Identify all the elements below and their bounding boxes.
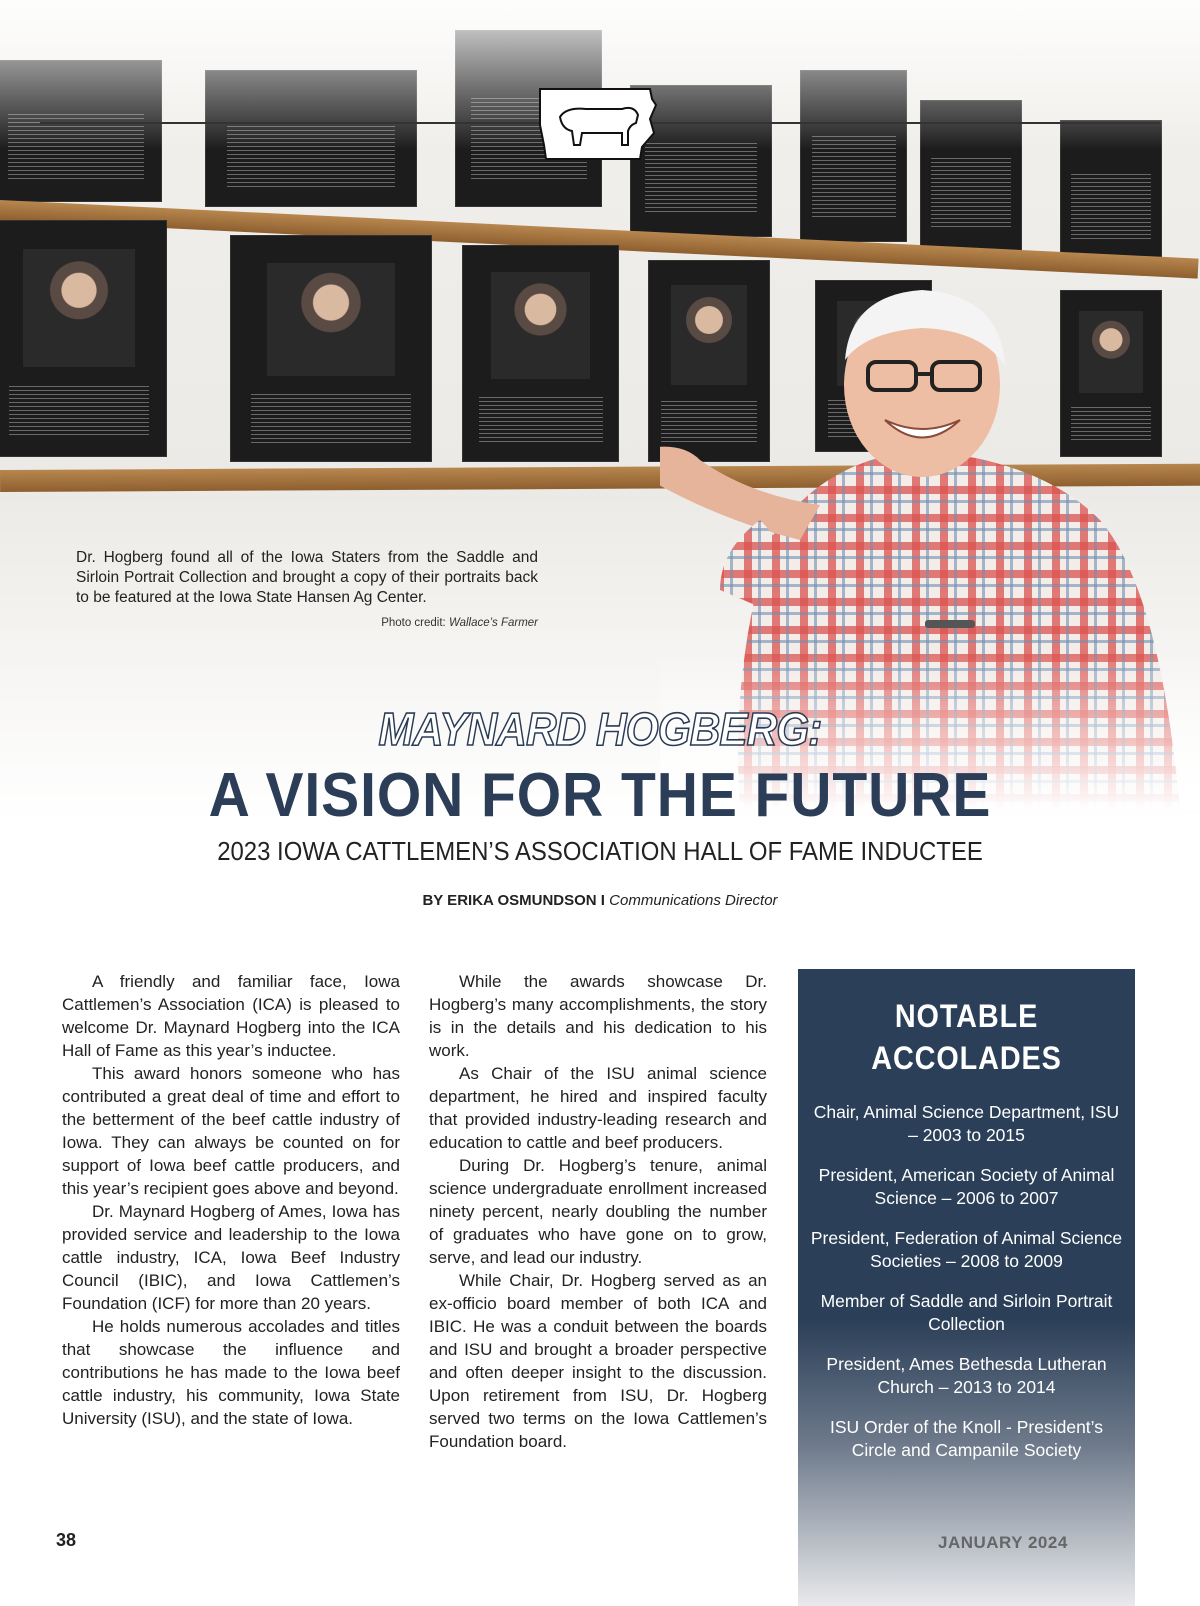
sidebar-title: [815, 995, 1118, 1079]
accolade-item: President, American Society of Animal Science – 2006 to 2007: [818, 1165, 1115, 1208]
photo-credit-source: Wallace’s Farmer: [448, 617, 538, 629]
article-column-2: [429, 970, 767, 1453]
accolade-item: President, Federation of Animal Science Societies – 2008 to 2009: [810, 1228, 1123, 1271]
byline-separator: I: [596, 892, 610, 909]
photo-credit: [76, 617, 538, 629]
paragraph: Dr. Maynard Hogberg of Ames, Iowa has provided service and leadership to the Iowa cattle industry, ICA, Iowa Beef Industry Council (IBIC), and Iowa Cattlemen’s Foundation (ICF) for more than 20 years.: [62, 1202, 400, 1313]
portrait-panel: [0, 220, 167, 457]
paragraph: During Dr. Hogberg’s tenure, animal science undergraduate enrollment increased ninety percent, nearly doubling the number of graduates who have gone on to grow, serve, and lead our industry.: [429, 1156, 767, 1267]
article-column-1: [62, 970, 400, 1430]
paragraph: While the awards showcase Dr. Hogberg’s many accomplishments, the story is in the details and his dedication to his work.: [429, 972, 767, 1060]
accolade-item: Member of Saddle and Sirloin Portrait Collection: [820, 1291, 1113, 1334]
headline-title: A VISION FOR THE FUTURE: [208, 761, 992, 830]
accolades-sidebar: [798, 969, 1135, 1606]
paragraph: While Chair, Dr. Hogberg served as an ex-officio board member of both ICA and IBIC. He was a conduit between the boards and ISU and brought a broader perspective and often deeper insight to the discussion. Upon retirement from ISU, Dr. Hogberg served two terms on the Iowa Cattlemen’s Foundation board.: [429, 1271, 767, 1451]
byline-author: BY ERIKA OSMUNDSON: [422, 892, 597, 909]
page-number: 38: [56, 1530, 77, 1550]
byline-role: Communications Director: [609, 892, 778, 909]
paragraph: A friendly and familiar face, Iowa Cattlemen’s Association (ICA) is pleased to welcome Dr. Maynard Hogberg into the ICA Hall of Fame as this year’s inductee.: [62, 972, 400, 1060]
portrait-panel: [462, 245, 619, 462]
paragraph: This award honors someone who has contributed a great deal of time and effort to the betterment of the beef cattle industry of Iowa. They can always be counted on for support of Iowa beef cattle producers, and this year’s recipient goes above and beyond.: [62, 1064, 400, 1198]
headline-name: MAYNARD HOGBERG:: [378, 703, 822, 755]
sidebar-title-line: NOTABLE: [894, 998, 1039, 1034]
headline-subtitle: 2023 IOWA CATTLEMEN’S ASSOCIATION HALL OF FAME INDUCTEE: [217, 836, 983, 866]
iowa-cattle-logo: [538, 85, 658, 165]
accolade-item: Chair, Animal Science Department, ISU – 2003 to 2015: [813, 1102, 1120, 1145]
paragraph: He holds numerous accolades and titles that showcase the influence and contributions he has made to the Iowa beef cattle industry, his community, Iowa State University (ISU), and the state of Iowa.: [62, 1317, 400, 1428]
byline: [0, 892, 1200, 909]
accolade-item: President, Ames Bethesda Lutheran Church – 2013 to 2014: [826, 1354, 1107, 1397]
portrait-panel: [230, 235, 432, 462]
accolade-item: ISU Order of the Knoll - President’s Circle and Campanile Society: [830, 1417, 1103, 1460]
paragraph: As Chair of the ISU animal science department, he hired and inspired faculty that provided industry-leading research and education to cattle and beef producers.: [429, 1064, 767, 1152]
issue-date: JANUARY 2024: [938, 1533, 1068, 1552]
photo-credit-label: Photo credit:: [381, 617, 449, 629]
sidebar-title-line: ACCOLADES: [871, 1040, 1062, 1076]
photo-caption: Dr. Hogberg found all of the Iowa Staters from the Saddle and Sirloin Portrait Collection and brought a copy of their portraits back to be featured at the Iowa State Hansen Ag Center.: [76, 549, 538, 606]
